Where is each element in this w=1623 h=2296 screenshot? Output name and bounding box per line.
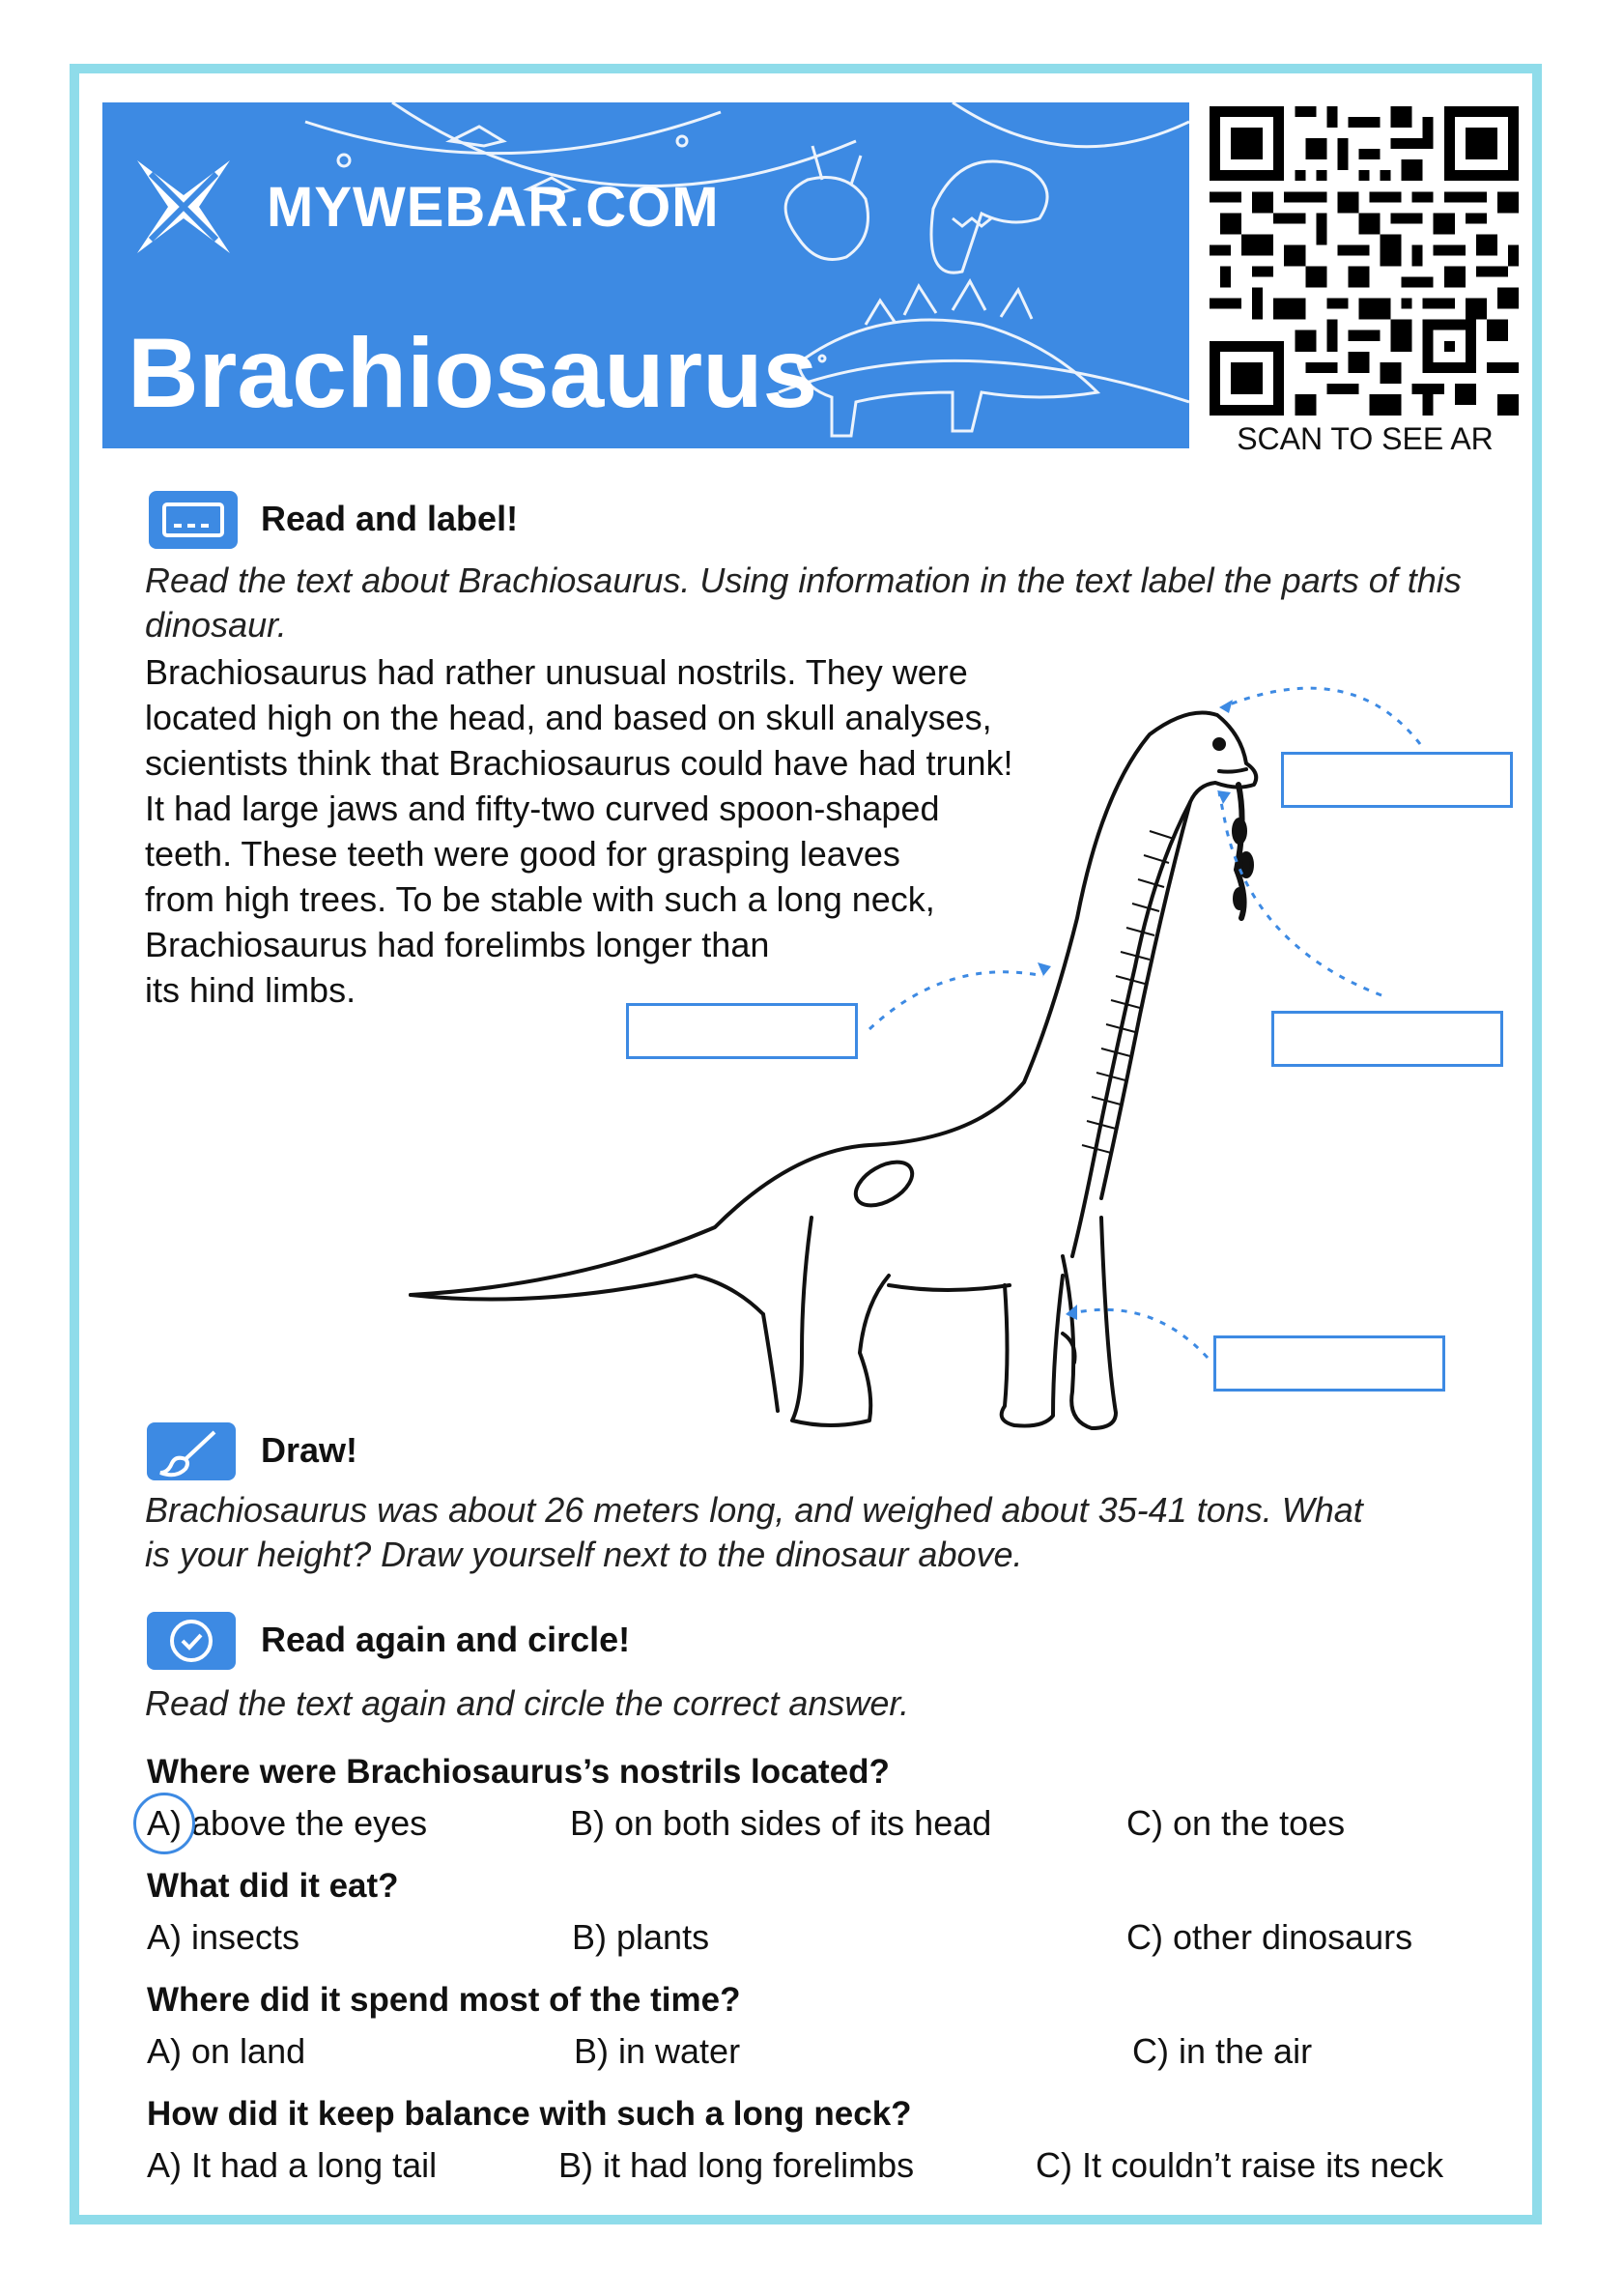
answer-option[interactable]: C) on the toes (1126, 1803, 1346, 1843)
answer-option[interactable]: A) on land (147, 2031, 306, 2071)
question-1: Where were Brachiosaurus’s nostrils located? (147, 1753, 890, 1791)
brand-name: MYWEBAR.COM (267, 175, 720, 239)
brush-icon (147, 1422, 236, 1480)
answer-option[interactable]: C) in the air (1132, 2031, 1313, 2071)
page-title: Brachiosaurus (128, 318, 818, 428)
label-box-forelimbs[interactable] (1213, 1335, 1445, 1392)
circle-instruction: Read the text again and circle the correct answer. (145, 1683, 910, 1723)
answer-option[interactable]: B) on both sides of its head (570, 1803, 992, 1843)
instruction-line: Brachiosaurus was about 26 meters long, and weighed about 35-41 tons. What (145, 1490, 1363, 1530)
text-line: scientists think that Brachiosaurus could have had trunk! (145, 743, 1013, 783)
draw-instruction (145, 1488, 1363, 1577)
answer-option[interactable]: A) above the eyes (147, 1803, 428, 1843)
answer-option[interactable]: B) plants (572, 1917, 710, 1957)
instruction-line: is your height? Draw yourself next to the dinosaur above. (145, 1535, 1023, 1574)
section-title-label: Read and label! (261, 499, 519, 538)
answer-option[interactable]: B) in water (574, 2031, 741, 2071)
text-line: located high on the head, and based on skull analyses, (145, 698, 992, 737)
question-4: How did it keep balance with such a long neck? (147, 2095, 912, 2133)
label-instruction: Read the text about Brachiosaurus. Using information in the text label the parts of this dinosaur. (145, 560, 1462, 645)
qr-caption: SCAN TO SEE AR (1237, 421, 1494, 456)
text-line: from high trees. To be stable with such a long neck, (145, 879, 935, 919)
answer-option[interactable]: A) insects (147, 1917, 300, 1957)
text-line: teeth. These teeth were good for grasping leaves (145, 834, 900, 874)
label-box-nostrils[interactable] (1281, 752, 1513, 808)
answer-option[interactable]: C) other dinosaurs (1126, 1917, 1413, 1957)
text-line: Brachiosaurus had forelimbs longer than (145, 925, 770, 964)
answer-option[interactable]: B) it had long forelimbs (558, 2145, 915, 2185)
question-3: Where did it spend most of the time? (147, 1981, 741, 2019)
answer-option[interactable]: C) It couldn’t raise its neck (1036, 2145, 1444, 2185)
brand-logo[interactable] (129, 153, 720, 261)
answer-option[interactable]: A) It had a long tail (147, 2145, 438, 2185)
text-line: It had large jaws and fifty-two curved spoon-shaped (145, 789, 940, 828)
example-answer-circle (133, 1793, 195, 1854)
check-circle-icon (147, 1612, 236, 1670)
section-title-circle: Read again and circle! (261, 1620, 631, 1659)
section-title-draw: Draw! (261, 1430, 358, 1470)
label-box-neck[interactable] (626, 1003, 858, 1059)
label-icon (149, 491, 238, 549)
qr-code[interactable] (1206, 106, 1523, 416)
question-2: What did it eat? (147, 1867, 399, 1905)
mywebar-logo-icon (129, 153, 238, 261)
header-banner (102, 102, 1189, 448)
label-box-teeth[interactable] (1271, 1011, 1503, 1067)
text-line: Brachiosaurus had rather unusual nostrils. They were (145, 652, 968, 692)
text-line: its hind limbs. (145, 970, 356, 1010)
